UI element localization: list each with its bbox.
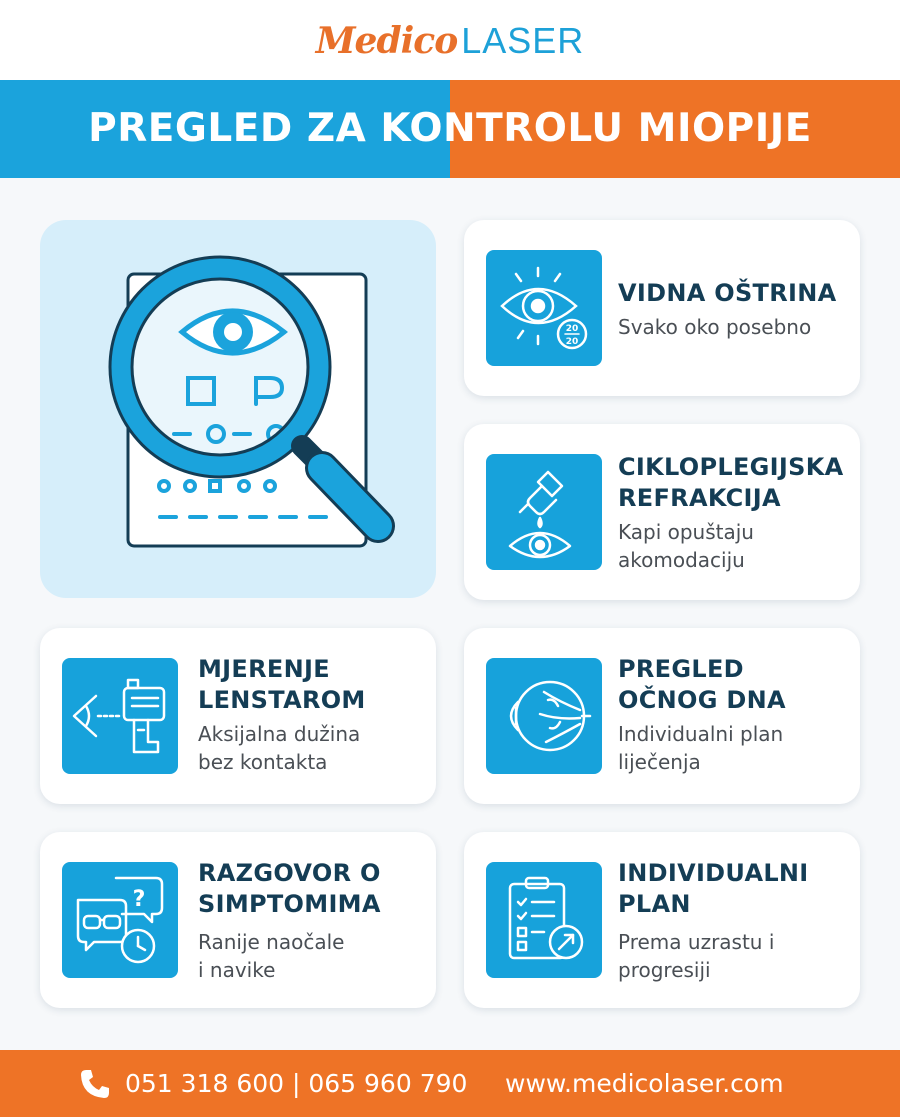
- svg-text:?: ?: [132, 887, 146, 912]
- brand-script: Medico: [315, 20, 458, 62]
- magnifier-eye-chart-icon: [40, 220, 436, 598]
- eye-drops-icon: [486, 454, 602, 570]
- svg-text:20: 20: [565, 337, 579, 347]
- card-mjerenje-lenstarom[interactable]: [40, 628, 436, 804]
- card-subtitle: Prema uzrastu i progresiji: [618, 930, 775, 982]
- footer-bar: [0, 1050, 900, 1117]
- brand-name: LASER: [461, 20, 585, 61]
- phone-icon: [78, 1067, 112, 1101]
- card-title: MJERENJE LENSTAROM: [198, 655, 366, 714]
- clipboard-progress-icon: [486, 862, 602, 978]
- card-individualni-plan[interactable]: [464, 832, 860, 1008]
- svg-text:20: 20: [565, 324, 579, 334]
- glasses-chat-clock-icon: [62, 862, 178, 978]
- footer-website-link[interactable]: www.medicolaser.com: [505, 1069, 784, 1098]
- card-subtitle: Aksijalna dužina bez kontakta: [198, 722, 361, 774]
- card-title: RAZGOVOR O SIMPTOMIMA: [198, 859, 381, 918]
- card-subtitle: Ranije naočale i navike: [198, 930, 345, 982]
- card-pregled-ocnog-dna[interactable]: [464, 628, 860, 804]
- eye-2020-icon: [486, 250, 602, 366]
- brand-logo[interactable]: [0, 18, 900, 64]
- card-subtitle: Kapi opuštaju akomodaciju: [618, 520, 754, 572]
- card-title: INDIVIDUALNI PLAN: [618, 859, 809, 918]
- hero-illustration: [40, 220, 436, 598]
- card-title: CIKLOPLEGIJSKA REFRAKCIJA: [618, 453, 844, 512]
- page-title: PREGLED ZA KONTROLU MIOPIJE: [88, 106, 812, 151]
- card-subtitle: Individualni plan liječenja: [618, 722, 784, 774]
- card-vidna-ostrina[interactable]: [464, 220, 860, 396]
- lenstar-device-icon: [62, 658, 178, 774]
- title-banner: [0, 80, 900, 178]
- footer-phones[interactable]: 051 318 600 | 065 960 790: [125, 1069, 468, 1098]
- card-title: VIDNA OŠTRINA: [618, 279, 837, 307]
- header-bar: [0, 0, 900, 80]
- card-subtitle: Svako oko posebno: [618, 315, 812, 339]
- card-razgovor-o-simptomima[interactable]: [40, 832, 436, 1008]
- card-cikloplegijska-refrakcija[interactable]: [464, 424, 860, 600]
- eye-fundus-icon: [486, 658, 602, 774]
- card-title: PREGLED OČNOG DNA: [618, 655, 786, 714]
